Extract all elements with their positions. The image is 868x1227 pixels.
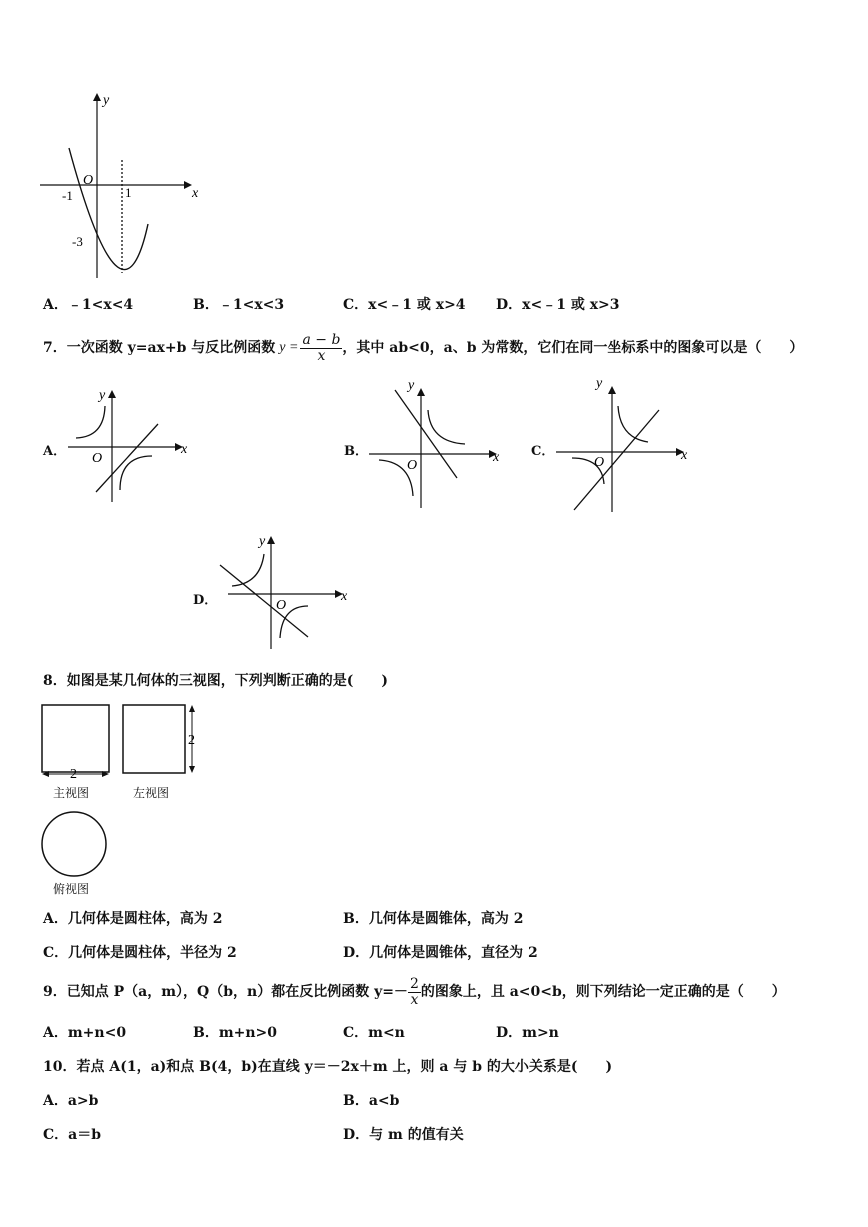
q7a-origin-label: O [92,451,103,466]
q7-stem [43,328,803,368]
q7-graph-c[interactable] [552,370,702,515]
q8-front-caption: 主视图 [53,786,90,800]
q10-option-a[interactable]: A．a>b [43,1093,99,1109]
q7-frac-num: a − b [302,331,341,348]
q10-option-d[interactable]: D．与 m 的值有关 [343,1127,464,1143]
q10-option-b[interactable]: B．a<b [343,1093,400,1109]
q9-frac-den: x [410,991,419,1008]
q6-tick-m3: -3 [72,234,83,249]
q8-side-dim: 2 [188,733,195,748]
q6-option-a-text: ﹣1<x<4 [67,297,134,313]
q8-top-view [38,810,110,880]
q7d-x-label: x [341,589,348,604]
q7-option-c-label[interactable]: C． [531,444,555,459]
q7-graph-b[interactable] [365,372,510,512]
q9-fraction [408,977,421,1008]
q9-option-c[interactable]: C．m<n [343,1025,405,1041]
q6-y-label: y [103,93,110,108]
q6-option-d-text: x<﹣1 或 x>3 [522,297,620,313]
q6-tick-m1: -1 [62,188,73,203]
q7-frac-lhs: y = [279,340,299,355]
q7-fraction [300,333,342,364]
q7-graph-a[interactable] [62,382,197,507]
q6-option-a-label: A． [43,297,68,313]
q8-option-b[interactable]: B．几何体是圆锥体，高为 2 [343,911,524,927]
q8-option-d[interactable]: D．几何体是圆锥体，直径为 2 [343,945,538,961]
q9-stem-part2: 的图象上，且 a<0<b，则下列结论一定正确的是（ ） [420,984,786,1000]
q7b-y-label: y [408,378,415,393]
q7c-x-label: x [681,448,688,463]
q10-option-c[interactable]: C．a＝b [43,1127,102,1143]
q8-front-view [38,700,118,786]
q6-tick-p1: 1 [125,185,132,200]
q6-option-a[interactable] [43,296,133,314]
q7c-y-label: y [596,376,603,391]
q7-stem-part1: 7．一次函数 y=ax+b 与反比例函数 [43,340,276,356]
q7-option-d-label[interactable]: D． [193,593,218,608]
q9-stem [43,972,786,1012]
q8-option-c[interactable]: C．几何体是圆柱体，半径为 2 [43,945,237,961]
q6-x-label: x [192,186,199,201]
q9-option-b[interactable]: B．m+n>0 [193,1025,278,1041]
q7d-y-label: y [259,534,266,549]
q9-option-a[interactable]: A．m+n<0 [43,1025,127,1041]
q8-stem: 8．如图是某几何体的三视图，下列判断正确的是( ) [43,673,388,689]
q8-side-view [118,700,208,780]
q7b-origin-label: O [407,458,418,473]
q6-option-d[interactable] [496,296,620,314]
q9-frac-num: 2 [409,975,419,992]
q6-option-c-text: x<﹣1 或 x>4 [368,297,466,313]
q6-option-b[interactable] [193,296,284,314]
q7a-x-label: x [181,442,188,457]
q6-option-b-label: B． [193,297,219,313]
q10-stem: 10．若点 A(1，a)和点 B(4，b)在直线 y＝－2x＋m 上，则 a 与 b 的大小关系是( ) [43,1059,613,1075]
q7c-origin-label: O [594,455,605,470]
q7-stem-part2: ，其中 ab<0，a、b 为常数，它们在同一坐标系中的图象可以是（ ） [342,340,804,356]
q6-option-c[interactable] [343,296,466,314]
q7-graph-d[interactable] [214,528,359,653]
q9-stem-part1: 9．已知点 P（a，m），Q（b，n）都在反比例函数 y=－ [43,984,408,1000]
q8-top-caption: 俯视图 [53,882,90,896]
q6-option-b-text: ﹣1<x<3 [218,297,285,313]
q8-option-a[interactable]: A．几何体是圆柱体，高为 2 [43,911,223,927]
q6-parabola-graph [36,88,206,283]
q7-option-b-label[interactable]: B． [344,444,368,459]
q7a-y-label: y [99,388,106,403]
q7b-x-label: x [493,450,500,465]
q8-front-dim: 2 [70,767,77,782]
q7-frac-den: x [317,347,326,364]
q7d-origin-label: O [276,598,287,613]
q6-option-c-label: C． [343,297,369,313]
q9-option-d[interactable]: D．m>n [496,1025,559,1041]
q6-origin-label: O [83,173,94,188]
q7-option-a-label[interactable]: A． [43,444,67,459]
q6-option-d-label: D． [496,297,523,313]
q8-side-caption: 左视图 [133,786,170,800]
